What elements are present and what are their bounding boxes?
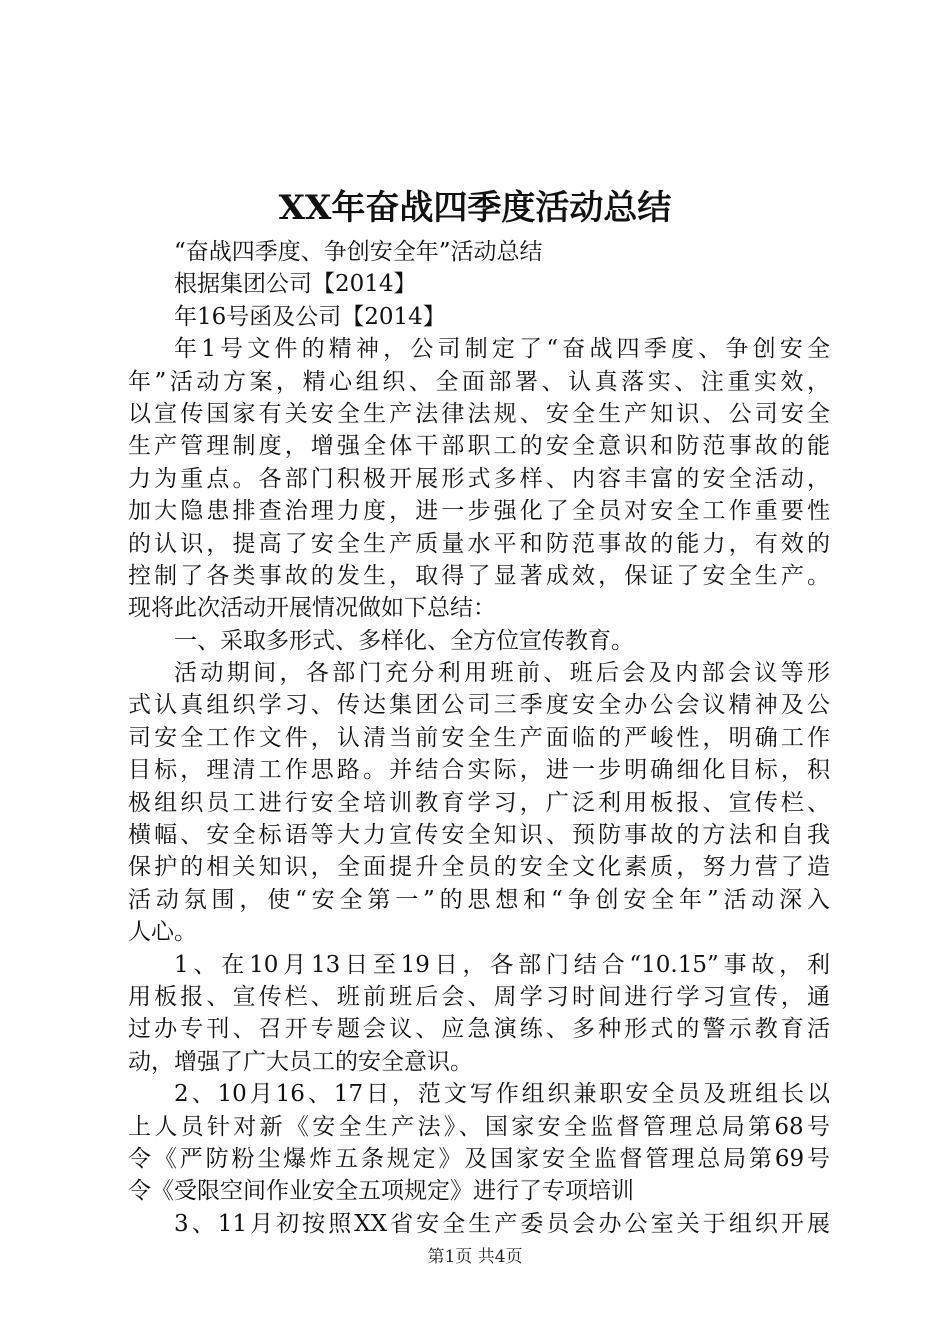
body-line: 控制了各类事故的发生，取得了显著成效，保证了安全生产。 [128, 562, 830, 589]
body-line: 动，增强了广大员工的安全意识。 [128, 1048, 473, 1075]
body-line: 极组织员工进行安全培训教育学习，广泛利用板报、宣传栏、 [128, 789, 830, 816]
body-line: 保护的相关知识，全面提升全员的安全文化素质，努力营了造 [128, 854, 830, 881]
body-line: 3、11月初按照XX省安全生产委员会办公室关于组织开展 [174, 1210, 830, 1237]
body-line: 令《受限空间作业安全五项规定》进行了专项培训 [128, 1178, 634, 1205]
body-line: 目标，理清工作思路。并结合实际，进一步明确细化目标，积 [128, 757, 830, 784]
body-line: 司安全工作文件，认清当前安全生产面临的严峻性，明确工作 [128, 724, 830, 751]
body-line: 上人员针对新《安全生产法》、国家安全监督管理总局第68号 [128, 1113, 830, 1140]
body-line: 过办专刊、召开专题会议、应急演练、多种形式的警示教育活 [128, 1016, 830, 1043]
section-heading: 一、采取多形式、多样化、全方位宣传教育。 [174, 627, 634, 654]
body-line: 加大隐患排查治理力度，进一步强化了全员对安全工作重要性 [128, 498, 830, 525]
body-line: 人心。 [128, 919, 197, 946]
body-line: 年”活动方案，精心组织、全面部署、认真落实、注重实效， [128, 368, 830, 395]
body-line: 力为重点。各部门积极开展形式多样、内容丰富的安全活动， [128, 465, 830, 492]
body-line: 现将此次活动开展情况做如下总结： [128, 595, 496, 622]
body-line: 活动氛围，使“安全第一”的思想和“争创安全年”活动深入 [128, 886, 830, 913]
document-body [128, 236, 830, 1240]
body-line: 式认真组织学习、传达集团公司三季度安全办公会议精神及公 [128, 692, 830, 719]
body-line: 1、在10月13日至19日，各部门结合“10.15”事故，利 [174, 951, 830, 978]
body-line: 用板报、宣传栏、班前班后会、周学习时间进行学习宣传，通 [128, 983, 830, 1010]
body-line: 生产管理制度，增强全体干部职工的安全意识和防范事故的能 [128, 433, 830, 460]
body-line: 根据集团公司【2014】 [174, 271, 417, 298]
document-title: XX年奋战四季度活动总结 [278, 188, 672, 228]
body-line: 横幅、安全标语等大力宣传安全知识、预防事故的方法和自我 [128, 822, 830, 849]
subtitle-line: “奋战四季度、争创安全年”活动总结 [174, 239, 543, 265]
body-line: 年16号函及公司【2014】 [174, 303, 446, 330]
body-line: 的认识，提高了安全生产质量水平和防范事故的能力，有效的 [128, 530, 830, 557]
body-line: 2、10月16、17日，范文写作组织兼职安全员及班组长以 [174, 1081, 830, 1108]
body-line: 以宣传国家有关安全生产法律法规、安全生产知识、公司安全 [128, 400, 830, 427]
body-line: 令《严防粉尘爆炸五条规定》及国家安全监督管理总局第69号 [128, 1145, 830, 1172]
body-line: 活动期间，各部门充分利用班前、班后会及内部会议等形 [174, 660, 830, 687]
body-line: 年1号文件的精神，公司制定了“奋战四季度、争创安全 [174, 336, 830, 363]
page-footer: 第1页 共4页 [427, 1247, 523, 1267]
